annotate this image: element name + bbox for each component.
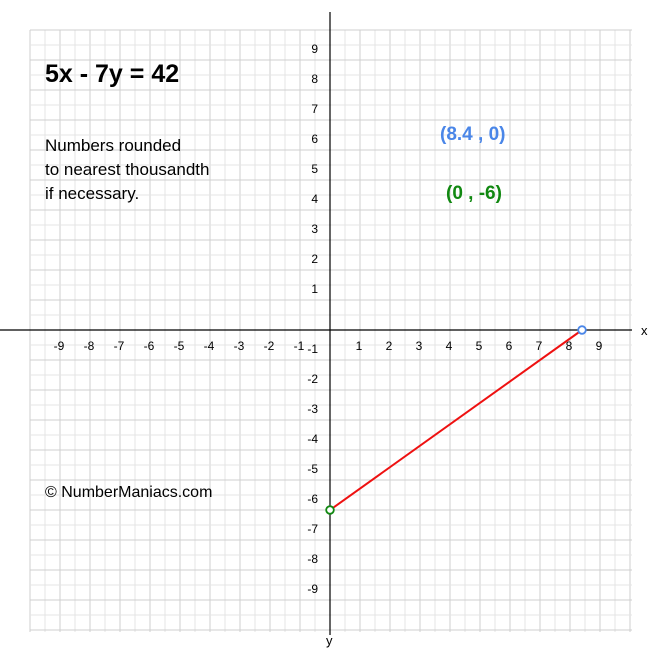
y-tick-label: -9 (307, 582, 318, 596)
equation-title: 5x - 7y = 42 (45, 60, 180, 88)
x-tick-label: -8 (83, 339, 95, 353)
x-tick-label: 4 (445, 339, 453, 353)
x-tick-label: -5 (173, 339, 185, 353)
y-tick-label: -5 (307, 462, 318, 476)
y-tick-label: 8 (311, 72, 318, 86)
x-tick-label: 2 (385, 339, 393, 353)
y-tick-label: -2 (307, 372, 318, 386)
x-tick-label: -6 (143, 339, 155, 353)
x-tick-label: 1 (355, 339, 363, 353)
y-tick-label: -1 (307, 342, 318, 356)
y-tick-label: 7 (311, 102, 318, 116)
x-tick-label: 5 (475, 339, 483, 353)
x-tick-label: 3 (415, 339, 423, 353)
y-tick-label: 2 (311, 252, 318, 266)
y-tick-label: -3 (307, 402, 318, 416)
x-intercept-point (578, 326, 586, 334)
x-intercept-label: (8.4 , 0) (440, 124, 506, 145)
x-tick-label: -7 (113, 339, 125, 353)
note-line: to nearest thousandth (45, 160, 210, 179)
y-tick-label: 1 (311, 282, 318, 296)
y-axis-label: y (326, 633, 333, 648)
x-tick-label: 9 (595, 339, 603, 353)
y-tick-label: -8 (307, 552, 318, 566)
y-tick-label: -6 (307, 492, 318, 506)
y-intercept-label: (0 , -6) (446, 183, 502, 204)
y-tick-label: 3 (311, 222, 318, 236)
x-tick-label: 6 (505, 339, 513, 353)
rounding-note (45, 134, 209, 206)
axes (0, 12, 648, 648)
x-axis-label: x (641, 323, 648, 338)
x-tick-label: -9 (53, 339, 65, 353)
x-tick-label: -3 (233, 339, 245, 353)
y-tick-label: 9 (311, 42, 318, 56)
x-tick-label: -2 (263, 339, 275, 353)
y-tick-label: 5 (311, 162, 318, 176)
y-intercept-point (326, 506, 334, 514)
y-tick-label: 4 (311, 192, 318, 206)
copyright-notice: © NumberManiacs.com (45, 484, 213, 501)
note-line: if necessary. (45, 184, 140, 203)
x-tick-label: 8 (565, 339, 573, 353)
grid (30, 30, 632, 632)
x-tick-label: -1 (293, 339, 305, 353)
note-line: Numbers rounded (45, 136, 182, 155)
y-tick-label: -7 (307, 522, 318, 536)
x-tick-label: -4 (203, 339, 215, 353)
y-tick-label: -4 (307, 432, 318, 446)
x-tick-label: 7 (535, 339, 543, 353)
y-tick-label: 6 (311, 132, 318, 146)
